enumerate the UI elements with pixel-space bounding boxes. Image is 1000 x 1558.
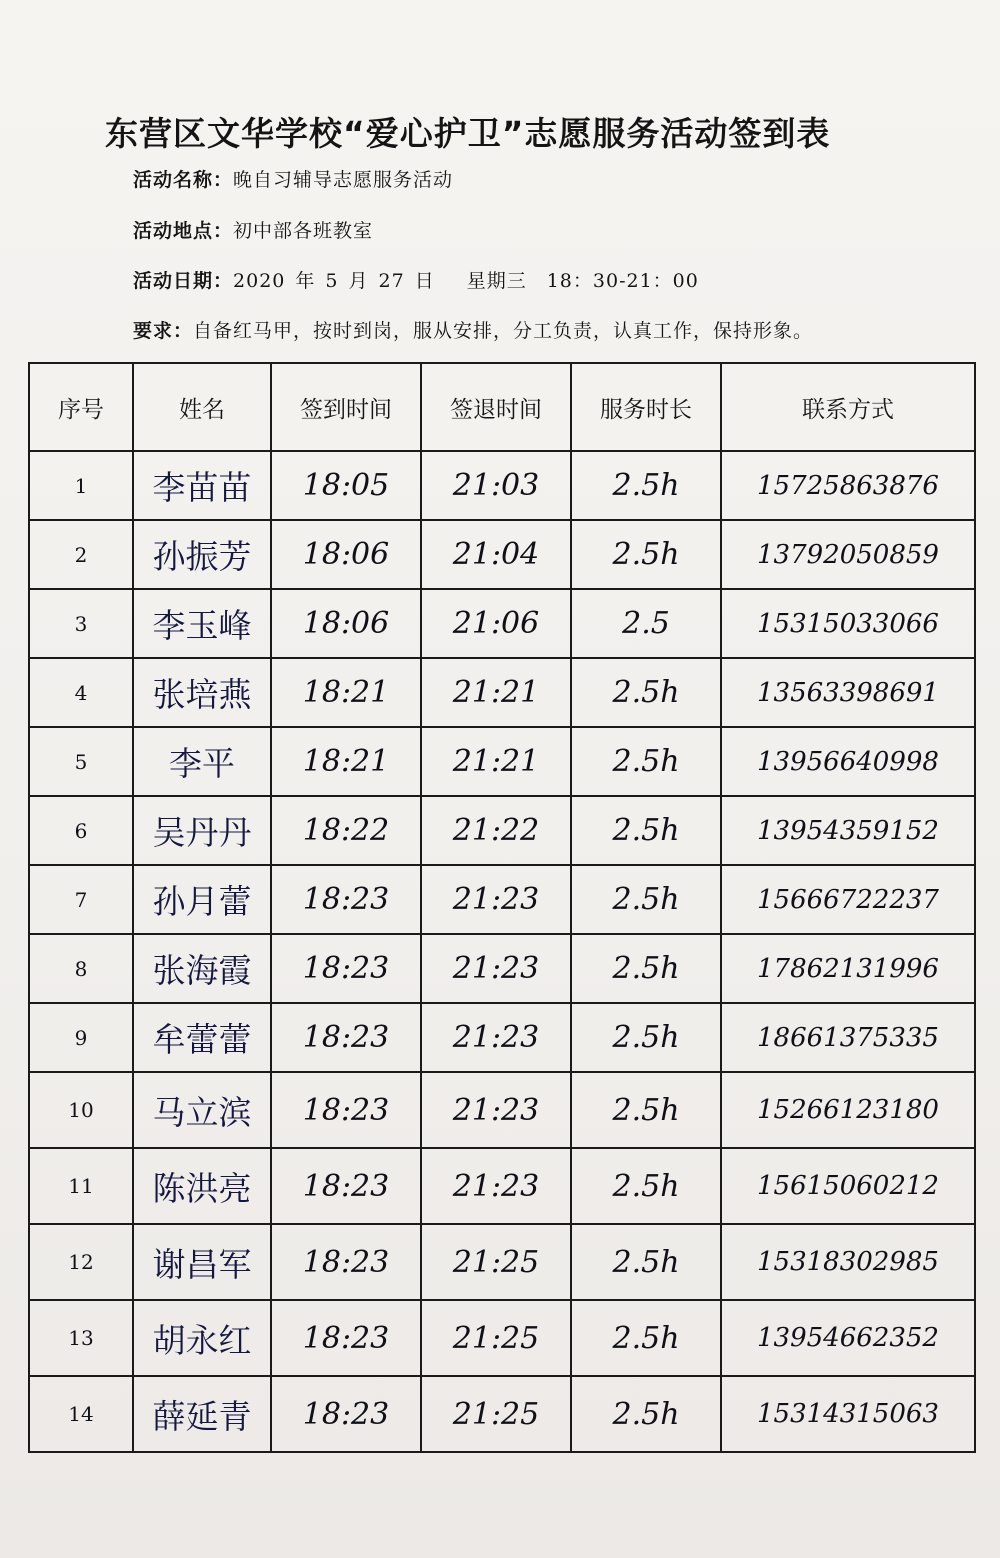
cell-duration: 2.5h [571,1224,721,1300]
cell-name: 吴丹丹 [133,796,271,865]
cell-seq: 11 [29,1148,133,1224]
requirements-value: 自备红马甲，按时到岗，服从安排，分工负责，认真工作，保持形象。 [193,320,814,342]
activity-place-line [133,216,373,243]
cell-seq: 4 [29,658,133,727]
cell-sign-out: 21:25 [421,1224,571,1300]
cell-seq: 14 [29,1376,133,1452]
cell-duration: 2.5h [571,796,721,865]
cell-contact: 13956640998 [721,727,975,796]
table-row [29,796,975,865]
cell-sign-in: 18:21 [271,727,421,796]
cell-name: 李玉峰 [133,589,271,658]
cell-duration: 2.5h [571,865,721,934]
cell-contact: 13954662352 [721,1300,975,1376]
sign-in-table [28,362,976,1453]
cell-contact: 13792050859 [721,520,975,589]
cell-duration: 2.5h [571,934,721,1003]
table-header-row [29,363,975,451]
activity-name-label: 活动名称： [133,169,234,191]
cell-sign-out: 21:25 [421,1300,571,1376]
cell-sign-out: 21:04 [421,520,571,589]
cell-sign-out: 21:25 [421,1376,571,1452]
cell-name: 陈洪亮 [133,1148,271,1224]
table-row [29,1224,975,1300]
cell-sign-out: 21:23 [421,934,571,1003]
cell-seq: 9 [29,1003,133,1072]
cell-sign-in: 18:23 [271,1376,421,1452]
cell-name: 张海霞 [133,934,271,1003]
month-unit: 月 [348,270,369,292]
cell-contact: 15666722237 [721,865,975,934]
cell-sign-out: 21:21 [421,727,571,796]
cell-contact: 15315033066 [721,589,975,658]
date-year: 2020 [233,270,286,292]
cell-duration: 2.5h [571,1300,721,1376]
cell-sign-out: 21:23 [421,1148,571,1224]
cell-sign-in: 18:05 [271,451,421,520]
cell-sign-out: 21:06 [421,589,571,658]
table-row [29,1148,975,1224]
cell-seq: 10 [29,1072,133,1148]
cell-duration: 2.5h [571,1003,721,1072]
activity-name-value: 晚自习辅导志愿服务活动 [233,169,454,191]
cell-name: 谢昌军 [133,1224,271,1300]
table-row [29,934,975,1003]
cell-name: 孙振芳 [133,520,271,589]
cell-seq: 12 [29,1224,133,1300]
table-row [29,658,975,727]
cell-duration: 2.5h [571,1072,721,1148]
cell-seq: 5 [29,727,133,796]
cell-sign-in: 18:23 [271,1300,421,1376]
cell-sign-in: 18:22 [271,796,421,865]
cell-name: 马立滨 [133,1072,271,1148]
table-row [29,1072,975,1148]
table-row [29,865,975,934]
table-row [29,451,975,520]
requirements-line [133,316,813,343]
cell-name: 牟蕾蕾 [133,1003,271,1072]
cell-sign-in: 18:23 [271,1224,421,1300]
table-row [29,727,975,796]
header-contact: 联系方式 [721,363,975,451]
cell-sign-out: 21:22 [421,796,571,865]
weekday: 星期三 [466,270,527,292]
cell-seq: 1 [29,451,133,520]
cell-sign-out: 21:23 [421,1072,571,1148]
cell-duration: 2.5h [571,727,721,796]
activity-place-label: 活动地点： [133,220,234,242]
document-title: 东营区文华学校“爱心护卫”志愿服务活动签到表 [105,114,831,153]
cell-contact: 15266123180 [721,1072,975,1148]
header-sign-in: 签到时间 [271,363,421,451]
activity-place-value: 初中部各班教室 [233,220,374,242]
header-sign-out: 签退时间 [421,363,571,451]
cell-duration: 2.5h [571,451,721,520]
cell-seq: 3 [29,589,133,658]
cell-sign-in: 18:23 [271,1003,421,1072]
cell-contact: 17862131996 [721,934,975,1003]
cell-name: 李苗苗 [133,451,271,520]
cell-contact: 13954359152 [721,796,975,865]
time-range: 18：30-21：00 [546,270,699,292]
cell-seq: 8 [29,934,133,1003]
header-name: 姓名 [133,363,271,451]
cell-name: 孙月蕾 [133,865,271,934]
activity-date-label: 活动日期： [133,270,234,292]
year-unit: 年 [295,270,316,292]
table-row [29,1003,975,1072]
cell-duration: 2.5h [571,520,721,589]
cell-seq: 2 [29,520,133,589]
cell-contact: 15725863876 [721,451,975,520]
requirements-label: 要求： [133,320,194,342]
cell-contact: 15318302985 [721,1224,975,1300]
cell-name: 张培燕 [133,658,271,727]
cell-sign-in: 18:06 [271,520,421,589]
table-row [29,520,975,589]
cell-seq: 13 [29,1300,133,1376]
table-row [29,1376,975,1452]
table-row [29,589,975,658]
header-duration: 服务时长 [571,363,721,451]
cell-sign-in: 18:21 [271,658,421,727]
cell-sign-out: 21:21 [421,658,571,727]
cell-name: 李平 [133,727,271,796]
cell-duration: 2.5h [571,1148,721,1224]
cell-contact: 13563398691 [721,658,975,727]
header-seq: 序号 [29,363,133,451]
day-unit: 日 [414,270,435,292]
cell-contact: 18661375335 [721,1003,975,1072]
cell-sign-out: 21:23 [421,865,571,934]
cell-contact: 15314315063 [721,1376,975,1452]
table-row [29,1300,975,1376]
cell-duration: 2.5 [571,589,721,658]
cell-seq: 7 [29,865,133,934]
date-day: 27 [378,270,405,292]
date-month: 5 [325,270,339,292]
cell-name: 胡永红 [133,1300,271,1376]
cell-sign-in: 18:23 [271,1148,421,1224]
cell-sign-in: 18:23 [271,1072,421,1148]
cell-duration: 2.5h [571,658,721,727]
cell-sign-in: 18:23 [271,934,421,1003]
cell-sign-out: 21:03 [421,451,571,520]
cell-duration: 2.5h [571,1376,721,1452]
cell-sign-out: 21:23 [421,1003,571,1072]
cell-sign-in: 18:23 [271,865,421,934]
cell-sign-in: 18:06 [271,589,421,658]
cell-seq: 6 [29,796,133,865]
activity-name-line [133,165,453,192]
cell-contact: 15615060212 [721,1148,975,1224]
activity-date-line [133,266,699,293]
cell-name: 薛延青 [133,1376,271,1452]
